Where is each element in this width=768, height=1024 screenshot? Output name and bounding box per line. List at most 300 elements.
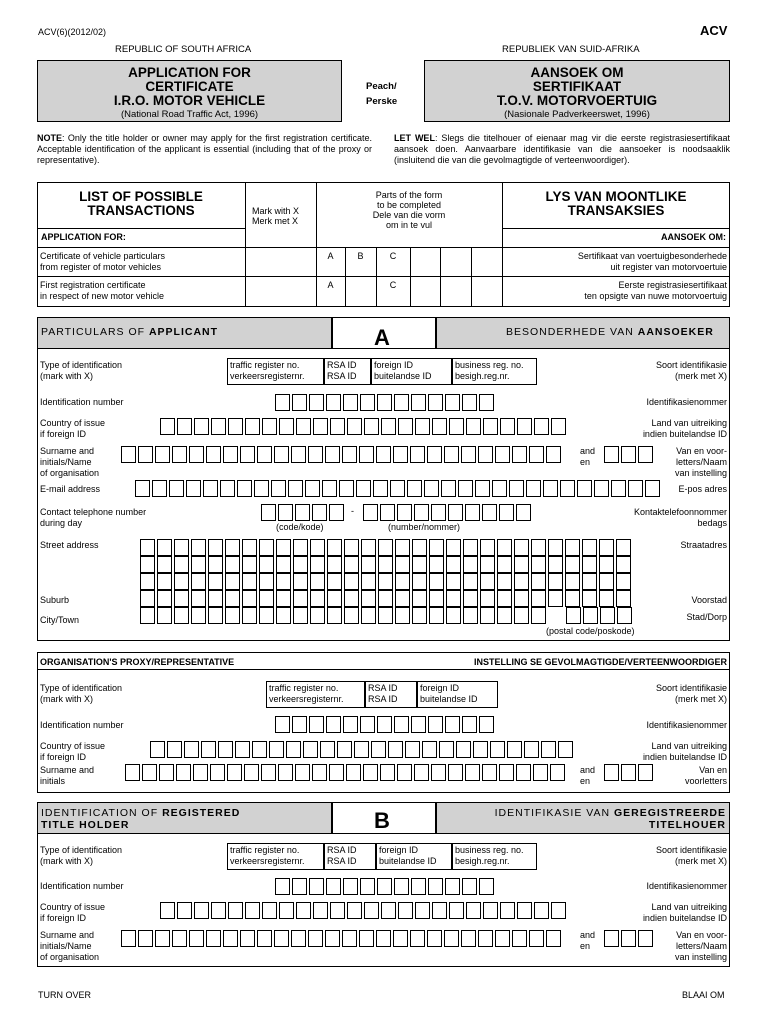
char-box[interactable] — [431, 764, 446, 781]
char-box[interactable] — [177, 418, 192, 435]
char-box[interactable] — [344, 607, 359, 624]
char-box[interactable] — [313, 418, 328, 435]
char-box[interactable] — [361, 556, 376, 573]
char-box[interactable] — [271, 480, 286, 497]
char-box[interactable] — [377, 394, 392, 411]
char-box[interactable] — [604, 764, 619, 781]
char-box[interactable] — [448, 504, 463, 521]
char-box[interactable] — [288, 480, 303, 497]
char-box[interactable] — [225, 607, 240, 624]
char-box[interactable] — [244, 764, 259, 781]
char-box[interactable] — [292, 878, 307, 895]
char-box[interactable] — [360, 878, 375, 895]
char-box[interactable] — [638, 930, 653, 947]
char-box[interactable] — [322, 480, 337, 497]
char-box[interactable] — [242, 556, 257, 573]
char-box[interactable] — [432, 902, 447, 919]
char-box[interactable] — [208, 590, 223, 607]
char-box[interactable] — [480, 556, 495, 573]
char-box[interactable] — [140, 539, 155, 556]
char-box[interactable] — [309, 878, 324, 895]
char-box[interactable] — [558, 741, 573, 758]
char-box[interactable] — [155, 930, 170, 947]
char-box[interactable] — [206, 446, 221, 463]
char-box[interactable] — [500, 902, 515, 919]
char-box[interactable] — [138, 446, 153, 463]
char-box[interactable] — [604, 930, 619, 947]
char-box[interactable] — [346, 764, 361, 781]
char-box[interactable] — [261, 504, 276, 521]
char-box[interactable] — [395, 539, 410, 556]
a-street-boxes-1[interactable] — [140, 539, 633, 556]
char-box[interactable] — [155, 446, 170, 463]
a-initials-boxes[interactable] — [604, 446, 655, 463]
char-box[interactable] — [628, 480, 643, 497]
char-box[interactable] — [326, 878, 341, 895]
char-box[interactable] — [172, 930, 187, 947]
char-box[interactable] — [463, 573, 478, 590]
char-box[interactable] — [490, 741, 505, 758]
char-box[interactable] — [429, 573, 444, 590]
char-box[interactable] — [621, 446, 636, 463]
char-box[interactable] — [312, 504, 327, 521]
char-box[interactable] — [462, 716, 477, 733]
char-box[interactable] — [303, 741, 318, 758]
char-box[interactable] — [414, 764, 429, 781]
char-box[interactable] — [463, 607, 478, 624]
char-box[interactable] — [479, 394, 494, 411]
char-box[interactable] — [225, 590, 240, 607]
char-box[interactable] — [174, 590, 189, 607]
char-box[interactable] — [378, 573, 393, 590]
char-box[interactable] — [529, 446, 544, 463]
char-box[interactable] — [497, 539, 512, 556]
char-box[interactable] — [458, 480, 473, 497]
char-box[interactable] — [310, 573, 325, 590]
char-box[interactable] — [276, 590, 291, 607]
char-box[interactable] — [529, 930, 544, 947]
char-box[interactable] — [531, 539, 546, 556]
char-box[interactable] — [377, 716, 392, 733]
char-box[interactable] — [293, 556, 308, 573]
char-box[interactable] — [347, 902, 362, 919]
char-box[interactable] — [410, 446, 425, 463]
char-box[interactable] — [550, 764, 565, 781]
char-box[interactable] — [191, 590, 206, 607]
char-box[interactable] — [276, 556, 291, 573]
char-box[interactable] — [242, 573, 257, 590]
char-box[interactable] — [344, 590, 359, 607]
char-box[interactable] — [135, 480, 150, 497]
char-box[interactable] — [393, 446, 408, 463]
char-box[interactable] — [565, 556, 580, 573]
trans-row-2-mark[interactable] — [246, 277, 315, 306]
char-box[interactable] — [431, 504, 446, 521]
char-box[interactable] — [142, 764, 157, 781]
char-box[interactable] — [327, 590, 342, 607]
char-box[interactable] — [201, 741, 216, 758]
char-box[interactable] — [364, 418, 379, 435]
char-box[interactable] — [308, 446, 323, 463]
char-box[interactable] — [295, 764, 310, 781]
char-box[interactable] — [276, 539, 291, 556]
char-box[interactable] — [344, 539, 359, 556]
char-box[interactable] — [343, 878, 358, 895]
char-box[interactable] — [160, 418, 175, 435]
char-box[interactable] — [254, 480, 269, 497]
char-box[interactable] — [296, 902, 311, 919]
char-box[interactable] — [259, 573, 274, 590]
char-box[interactable] — [320, 741, 335, 758]
char-box[interactable] — [274, 446, 289, 463]
char-box[interactable] — [429, 556, 444, 573]
char-box[interactable] — [456, 741, 471, 758]
char-box[interactable] — [395, 590, 410, 607]
char-box[interactable] — [461, 930, 476, 947]
char-box[interactable] — [186, 480, 201, 497]
char-box[interactable] — [380, 504, 395, 521]
char-box[interactable] — [463, 556, 478, 573]
char-box[interactable] — [466, 902, 481, 919]
char-box[interactable] — [169, 480, 184, 497]
char-box[interactable] — [309, 394, 324, 411]
char-box[interactable] — [259, 539, 274, 556]
char-box[interactable] — [599, 539, 614, 556]
char-box[interactable] — [411, 394, 426, 411]
char-box[interactable] — [275, 716, 290, 733]
char-box[interactable] — [279, 418, 294, 435]
char-box[interactable] — [378, 539, 393, 556]
p-surname-boxes[interactable] — [125, 764, 567, 781]
char-box[interactable] — [582, 573, 597, 590]
a-opt-foreign[interactable]: foreign ID buitelandse ID — [371, 358, 452, 385]
char-box[interactable] — [191, 573, 206, 590]
char-box[interactable] — [378, 607, 393, 624]
p-opt-foreign[interactable]: foreign ID buitelandse ID — [417, 681, 498, 708]
char-box[interactable] — [371, 741, 386, 758]
char-box[interactable] — [473, 741, 488, 758]
char-box[interactable] — [411, 716, 426, 733]
char-box[interactable] — [395, 573, 410, 590]
char-box[interactable] — [177, 902, 192, 919]
char-box[interactable] — [446, 539, 461, 556]
char-box[interactable] — [140, 556, 155, 573]
char-box[interactable] — [279, 902, 294, 919]
a-city-boxes[interactable] — [140, 607, 548, 624]
char-box[interactable] — [194, 902, 209, 919]
char-box[interactable] — [208, 539, 223, 556]
char-box[interactable] — [445, 716, 460, 733]
char-box[interactable] — [276, 607, 291, 624]
char-box[interactable] — [478, 930, 493, 947]
char-box[interactable] — [208, 556, 223, 573]
char-box[interactable] — [621, 930, 636, 947]
char-box[interactable] — [167, 741, 182, 758]
char-box[interactable] — [412, 556, 427, 573]
char-box[interactable] — [583, 607, 598, 624]
char-box[interactable] — [462, 394, 477, 411]
char-box[interactable] — [343, 716, 358, 733]
char-box[interactable] — [308, 930, 323, 947]
char-box[interactable] — [329, 504, 344, 521]
char-box[interactable] — [543, 480, 558, 497]
char-box[interactable] — [599, 573, 614, 590]
char-box[interactable] — [378, 556, 393, 573]
char-box[interactable] — [275, 394, 290, 411]
char-box[interactable] — [480, 573, 495, 590]
b-country-boxes[interactable] — [160, 902, 568, 919]
char-box[interactable] — [310, 607, 325, 624]
char-box[interactable] — [373, 480, 388, 497]
char-box[interactable] — [577, 480, 592, 497]
char-box[interactable] — [228, 418, 243, 435]
char-box[interactable] — [546, 930, 561, 947]
a-suburb-boxes[interactable] — [140, 590, 633, 607]
char-box[interactable] — [446, 590, 461, 607]
char-box[interactable] — [393, 930, 408, 947]
char-box[interactable] — [412, 590, 427, 607]
char-box[interactable] — [478, 446, 493, 463]
char-box[interactable] — [407, 480, 422, 497]
char-box[interactable] — [157, 573, 172, 590]
char-box[interactable] — [121, 930, 136, 947]
a-opt-traffic[interactable]: traffic register no. verkeersregisternr. — [227, 358, 324, 385]
char-box[interactable] — [235, 741, 250, 758]
char-box[interactable] — [259, 607, 274, 624]
char-box[interactable] — [269, 741, 284, 758]
char-box[interactable] — [582, 539, 597, 556]
char-box[interactable] — [152, 480, 167, 497]
char-box[interactable] — [497, 573, 512, 590]
char-box[interactable] — [359, 446, 374, 463]
a-street-boxes-2[interactable] — [140, 556, 633, 573]
char-box[interactable] — [223, 930, 238, 947]
char-box[interactable] — [446, 573, 461, 590]
char-box[interactable] — [174, 573, 189, 590]
char-box[interactable] — [310, 539, 325, 556]
char-box[interactable] — [174, 607, 189, 624]
char-box[interactable] — [210, 764, 225, 781]
char-box[interactable] — [327, 573, 342, 590]
char-box[interactable] — [412, 539, 427, 556]
char-box[interactable] — [359, 930, 374, 947]
char-box[interactable] — [309, 716, 324, 733]
char-box[interactable] — [262, 902, 277, 919]
char-box[interactable] — [517, 418, 532, 435]
char-box[interactable] — [611, 480, 626, 497]
char-box[interactable] — [326, 394, 341, 411]
char-box[interactable] — [616, 573, 631, 590]
char-box[interactable] — [480, 590, 495, 607]
trans-row-1-mark[interactable] — [246, 248, 315, 275]
char-box[interactable] — [259, 590, 274, 607]
char-box[interactable] — [514, 607, 529, 624]
char-box[interactable] — [225, 573, 240, 590]
char-box[interactable] — [444, 930, 459, 947]
char-box[interactable] — [174, 556, 189, 573]
char-box[interactable] — [479, 878, 494, 895]
char-box[interactable] — [312, 764, 327, 781]
char-box[interactable] — [480, 539, 495, 556]
char-box[interactable] — [466, 418, 481, 435]
char-box[interactable] — [360, 716, 375, 733]
char-box[interactable] — [582, 556, 597, 573]
char-box[interactable] — [140, 573, 155, 590]
char-box[interactable] — [292, 394, 307, 411]
char-box[interactable] — [446, 556, 461, 573]
char-box[interactable] — [439, 741, 454, 758]
char-box[interactable] — [415, 418, 430, 435]
char-box[interactable] — [211, 418, 226, 435]
char-box[interactable] — [465, 504, 480, 521]
char-box[interactable] — [360, 394, 375, 411]
char-box[interactable] — [495, 930, 510, 947]
char-box[interactable] — [541, 741, 556, 758]
char-box[interactable] — [189, 930, 204, 947]
char-box[interactable] — [548, 573, 563, 590]
char-box[interactable] — [497, 590, 512, 607]
char-box[interactable] — [344, 573, 359, 590]
char-box[interactable] — [445, 394, 460, 411]
char-box[interactable] — [361, 607, 376, 624]
char-box[interactable] — [412, 607, 427, 624]
char-box[interactable] — [242, 590, 257, 607]
char-box[interactable] — [594, 480, 609, 497]
char-box[interactable] — [492, 480, 507, 497]
char-box[interactable] — [121, 446, 136, 463]
char-box[interactable] — [514, 590, 529, 607]
char-box[interactable] — [337, 741, 352, 758]
char-box[interactable] — [363, 764, 378, 781]
a-surname-boxes[interactable] — [121, 446, 563, 463]
char-box[interactable] — [364, 902, 379, 919]
a-country-boxes[interactable] — [160, 418, 568, 435]
char-box[interactable] — [361, 573, 376, 590]
char-box[interactable] — [325, 930, 340, 947]
char-box[interactable] — [517, 902, 532, 919]
char-box[interactable] — [531, 556, 546, 573]
char-box[interactable] — [223, 446, 238, 463]
char-box[interactable] — [531, 590, 546, 607]
p-idnum-boxes[interactable] — [275, 716, 496, 733]
char-box[interactable] — [275, 878, 290, 895]
char-box[interactable] — [361, 539, 376, 556]
char-box[interactable] — [560, 480, 575, 497]
char-box[interactable] — [237, 480, 252, 497]
char-box[interactable] — [206, 930, 221, 947]
char-box[interactable] — [376, 446, 391, 463]
a-opt-rsa[interactable]: RSA ID RSA ID — [324, 358, 371, 385]
char-box[interactable] — [428, 716, 443, 733]
char-box[interactable] — [257, 930, 272, 947]
char-box[interactable] — [220, 480, 235, 497]
char-box[interactable] — [534, 418, 549, 435]
char-box[interactable] — [445, 878, 460, 895]
char-box[interactable] — [347, 418, 362, 435]
char-box[interactable] — [428, 878, 443, 895]
char-box[interactable] — [531, 573, 546, 590]
char-box[interactable] — [427, 930, 442, 947]
char-box[interactable] — [257, 446, 272, 463]
char-box[interactable] — [638, 446, 653, 463]
char-box[interactable] — [526, 480, 541, 497]
char-box[interactable] — [548, 539, 563, 556]
char-box[interactable] — [150, 741, 165, 758]
char-box[interactable] — [616, 590, 631, 607]
char-box[interactable] — [507, 741, 522, 758]
char-box[interactable] — [194, 418, 209, 435]
p-country-boxes[interactable] — [150, 741, 575, 758]
char-box[interactable] — [448, 764, 463, 781]
char-box[interactable] — [274, 930, 289, 947]
char-box[interactable] — [551, 902, 566, 919]
char-box[interactable] — [203, 480, 218, 497]
char-box[interactable] — [193, 764, 208, 781]
char-box[interactable] — [363, 504, 378, 521]
char-box[interactable] — [354, 741, 369, 758]
char-box[interactable] — [616, 539, 631, 556]
a-idnum-boxes[interactable] — [275, 394, 496, 411]
char-box[interactable] — [551, 418, 566, 435]
char-box[interactable] — [483, 418, 498, 435]
char-box[interactable] — [262, 418, 277, 435]
char-box[interactable] — [449, 902, 464, 919]
char-box[interactable] — [397, 764, 412, 781]
char-box[interactable] — [174, 539, 189, 556]
a-email-boxes[interactable] — [135, 480, 662, 497]
char-box[interactable] — [330, 418, 345, 435]
char-box[interactable] — [381, 902, 396, 919]
char-box[interactable] — [344, 556, 359, 573]
char-box[interactable] — [157, 539, 172, 556]
char-box[interactable] — [394, 394, 409, 411]
char-box[interactable] — [327, 556, 342, 573]
char-box[interactable] — [245, 902, 260, 919]
char-box[interactable] — [159, 764, 174, 781]
char-box[interactable] — [582, 590, 597, 607]
char-box[interactable] — [191, 539, 206, 556]
char-box[interactable] — [361, 590, 376, 607]
char-box[interactable] — [377, 878, 392, 895]
char-box[interactable] — [497, 556, 512, 573]
p-opt-traffic[interactable]: traffic register no. verkeersregisternr. — [266, 681, 365, 708]
char-box[interactable] — [475, 480, 490, 497]
char-box[interactable] — [604, 446, 619, 463]
char-box[interactable] — [500, 418, 515, 435]
char-box[interactable] — [242, 607, 257, 624]
char-box[interactable] — [293, 573, 308, 590]
p-opt-rsa[interactable]: RSA ID RSA ID — [365, 681, 417, 708]
char-box[interactable] — [286, 741, 301, 758]
char-box[interactable] — [329, 764, 344, 781]
char-box[interactable] — [189, 446, 204, 463]
char-box[interactable] — [191, 556, 206, 573]
char-box[interactable] — [356, 480, 371, 497]
char-box[interactable] — [480, 607, 495, 624]
char-box[interactable] — [509, 480, 524, 497]
char-box[interactable] — [617, 607, 632, 624]
p-initials-boxes[interactable] — [604, 764, 655, 781]
char-box[interactable] — [405, 741, 420, 758]
char-box[interactable] — [327, 607, 342, 624]
char-box[interactable] — [376, 930, 391, 947]
char-box[interactable] — [463, 539, 478, 556]
char-box[interactable] — [516, 504, 531, 521]
char-box[interactable] — [463, 590, 478, 607]
char-box[interactable] — [138, 930, 153, 947]
char-box[interactable] — [259, 556, 274, 573]
char-box[interactable] — [278, 504, 293, 521]
